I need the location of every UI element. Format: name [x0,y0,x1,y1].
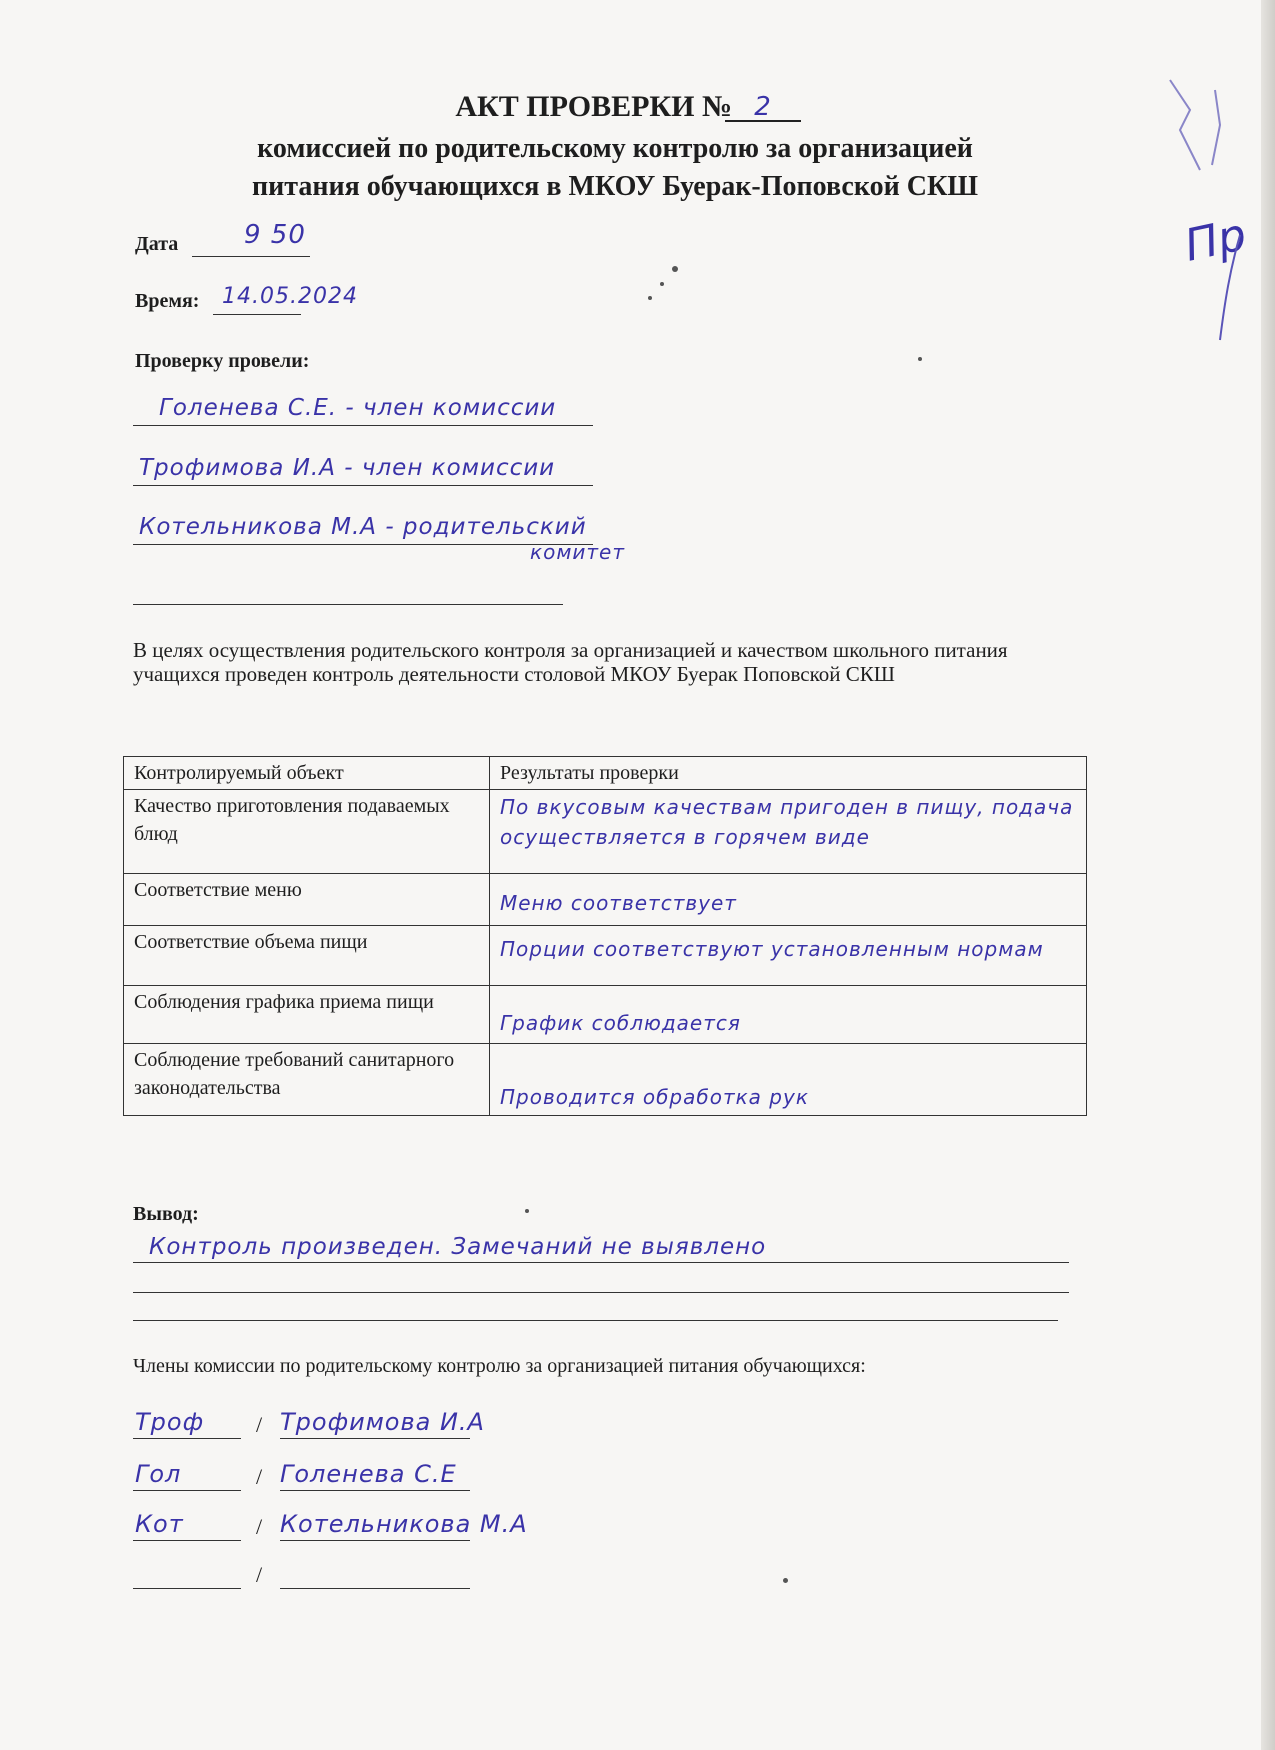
scan-speck [672,266,678,272]
inspectors-label: Проверку провели: [135,350,310,372]
signature-line-empty [133,1560,241,1589]
table-header-row [124,757,1087,790]
table-row [124,874,1087,926]
row-result: Порции соответствуют установленным нормам [490,926,1087,986]
name-line [280,1510,528,1541]
row-result: Меню соответствует [490,874,1087,926]
signature-line [133,1410,241,1439]
table-row [124,926,1087,986]
time-value: 14.05.2024 [222,284,358,309]
separator-slash: / [256,1562,263,1587]
act-number: 2 [725,92,801,122]
member-signature: Кот [135,1510,184,1538]
row-object: Соблюдения графика приема пищи [124,986,490,1044]
intro-paragraph: В целях осуществления родительского контроля за организацией и качеством школьного питания учащихся проведен контроль деятельности столовой МКОУ Буерак Поповской СКШ [133,638,1008,686]
time-label: Время: [135,290,200,312]
row-object: Соответствие меню [124,874,490,926]
margin-initials: Пр [1180,209,1251,272]
row-result: По вкусовым качествам пригоден в пищу, подача осуществляется в горячем виде [490,790,1087,874]
inspector-line-1 [133,395,593,426]
inspector-line-4 [133,576,563,605]
inspector-1: Голенева С.Е. - член комиссии [159,395,557,421]
scan-speck [783,1578,788,1583]
table-row [124,986,1087,1044]
separator-slash: / [256,1514,263,1539]
inspection-table [123,756,1087,1116]
title-text: АКТ ПРОВЕРКИ № [455,90,733,123]
date-value: 9 50 [244,220,306,250]
row-result: График соблюдается [490,986,1087,1044]
member-name: Котельникова М.А [280,1510,528,1538]
scan-speck [918,357,922,361]
row-object: Соответствие объема пищи [124,926,490,986]
member-name: Трофимова И.А [280,1408,485,1436]
members-label: Члены комиссии по родительскому контролю за организацией питания обучающихся: [133,1355,866,1377]
row-object: Качество приготовления подаваемых блюд [124,790,490,874]
member-signature: Троф [135,1408,205,1436]
separator-slash: / [256,1412,263,1437]
signature-line [133,1512,241,1541]
subtitle-line-2: питания обучающихся в МКОУ Буерак-Поповской СКШ [251,171,979,202]
inspector-3: Котельникова М.А - родительский [139,514,587,540]
inspector-2: Трофимова И.А - член комиссии [139,455,556,481]
table-row [124,1044,1087,1116]
row-object: Соблюдение требований санитарного законодательства [124,1044,490,1116]
margin-stroke [1200,230,1260,350]
subtitle-line-1: комиссией по родительскому контролю за организацией [257,133,973,164]
inspector-3-continuation: комитет [530,540,626,564]
name-line-empty [280,1560,470,1589]
separator-slash: / [256,1464,263,1489]
header-result: Результаты проверки [490,757,1087,790]
scan-speck [648,296,652,300]
conclusion-label: Вывод: [133,1203,199,1225]
inspector-line-3 [133,514,593,545]
page-edge-shadow [1261,0,1275,1750]
conclusion-line-3 [133,1292,1058,1321]
member-name: Голенева С.Е [280,1460,457,1488]
document-title [0,90,1275,124]
margin-scribble [1160,70,1240,190]
conclusion-line-2 [133,1264,1069,1293]
conclusion-text: Контроль произведен. Замечаний не выявлено [149,1234,767,1260]
inspector-line-2 [133,455,593,486]
date-label: Дата [135,233,179,255]
row-result: Проводится обработка рук [490,1044,1087,1116]
scan-speck [660,282,664,286]
name-line [280,1408,485,1439]
header-object: Контролируемый объект [124,757,490,790]
member-signature: Гол [135,1460,182,1488]
date-field [192,220,310,257]
signature-line [133,1462,241,1491]
name-line [280,1462,470,1491]
conclusion-line-1 [133,1234,1069,1263]
scan-speck [525,1209,529,1213]
table-row [124,790,1087,874]
